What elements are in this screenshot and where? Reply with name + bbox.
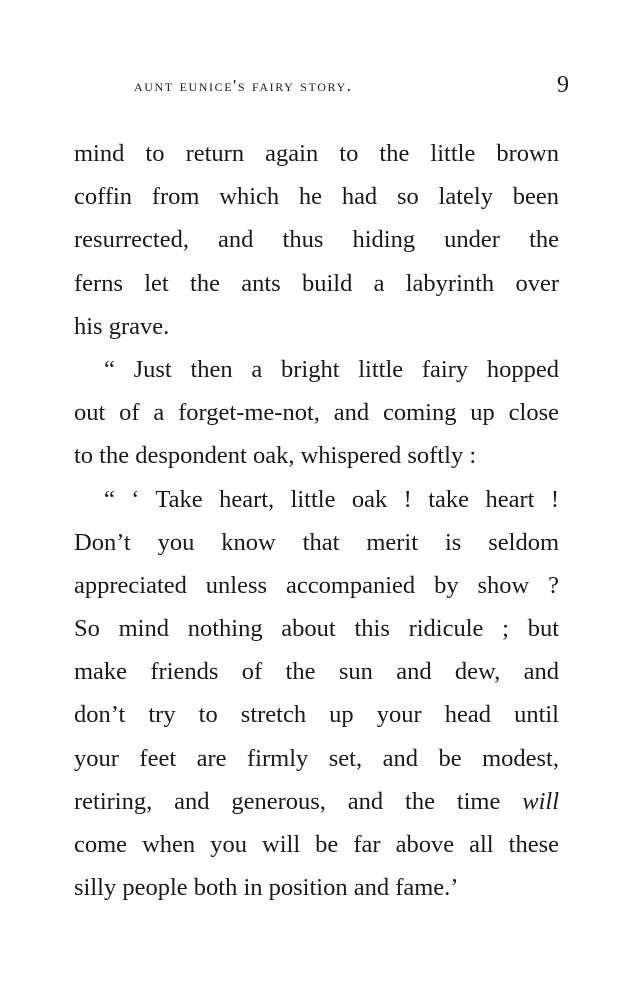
page-number: 9 — [557, 72, 569, 98]
text-line: resurrected, and thus hiding under the — [74, 226, 559, 254]
text-line: silly people both in position and fame.’ — [74, 874, 459, 902]
text-line: ferns let the ants build a labyrinth over — [74, 269, 559, 297]
text-line: Don’t you know that merit is seldom — [74, 528, 559, 556]
text-line: “ ‘ Take heart, little oak ! take heart ! — [104, 485, 559, 513]
text-line: to the despondent oak, whispered softly : — [74, 442, 477, 470]
running-head — [74, 72, 569, 100]
text-line: “ Just then a bright little fairy hopped — [104, 355, 559, 383]
text-line-with-emphasis — [74, 780, 559, 823]
text-line: So mind nothing about this ridicule ; but — [74, 615, 559, 643]
emphasized-word: will — [522, 787, 560, 815]
text-line: his grave. — [74, 312, 170, 340]
text-line: coffin from which he had so lately been — [74, 183, 559, 211]
text-line: don’t try to stretch up your head until — [74, 701, 559, 729]
body-text — [74, 132, 559, 909]
text-line: come when you will be far above all these — [74, 831, 559, 858]
text-line: make friends of the sun and dew, and — [74, 658, 559, 686]
text-segment: retiring, and generous, and the time — [74, 787, 501, 815]
text-line: out of a forget-me-not, and coming up close — [74, 399, 559, 427]
running-title: aunt eunice's fairy story. — [134, 76, 353, 95]
text-line: appreciated unless accompanied by show ? — [74, 571, 559, 599]
text-line: your feet are firmly set, and be modest, — [74, 744, 559, 772]
text-line: mind to return again to the little brown — [74, 140, 559, 167]
